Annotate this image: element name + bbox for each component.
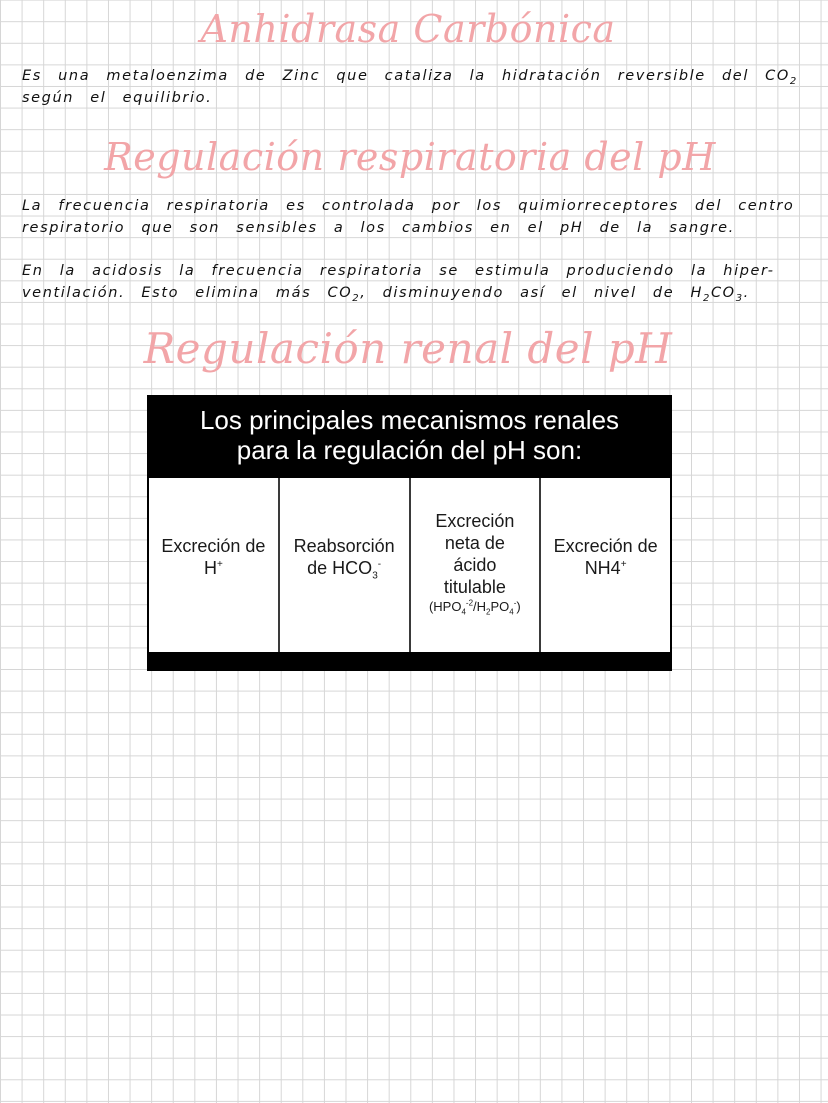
table-cell-reabsorcion-hco3: [280, 478, 409, 652]
text-span: .: [743, 284, 750, 301]
section-title-anhidrasa-carbonica: Anhidrasa Carbónica: [200, 7, 616, 51]
renal-mechanisms-table: [147, 395, 672, 671]
formula-base: H: [690, 284, 703, 301]
paragraph-acidosis: [22, 261, 822, 304]
cell-text: titulable: [443, 577, 506, 597]
formula-base: de HCO: [307, 558, 373, 578]
formula-co2: [327, 284, 361, 304]
text-line: En la acidosis la frecuencia respiratoria se estimula produciendo la hiper-: [22, 263, 775, 279]
cell-note-phosphate: [429, 598, 521, 616]
formula-subscript: 2: [789, 75, 798, 87]
text-line: respiratorio que son sensibles a los cambios en el pH de la sangre.: [22, 219, 735, 236]
formula-base: CO: [327, 284, 353, 301]
formula-superscript: -: [513, 598, 517, 608]
formula-subscript: 3: [735, 292, 744, 304]
cell-text: [204, 557, 223, 579]
paragraph-frecuencia-respiratoria: [22, 196, 822, 239]
cell-text: Reabsorción: [293, 536, 395, 556]
cell-text: ácido: [453, 555, 497, 575]
table-cell-acido-titulable: [411, 478, 540, 652]
text-line: [22, 66, 822, 88]
formula-co2: [765, 68, 798, 87]
text-span: , disminuyendo así el nivel de: [360, 284, 691, 301]
formula-superscript: -2: [465, 598, 474, 608]
cell-text: Excreción de: [161, 536, 266, 556]
formula-base: /H: [473, 599, 487, 614]
table-header: [147, 395, 672, 478]
formula-subscript: 2: [352, 292, 361, 304]
formula-base: NH4: [584, 558, 621, 578]
formula-base: CO: [710, 284, 736, 301]
table-header-line: Los principales mecanismos renales: [199, 405, 620, 435]
text-line: según el equilibrio.: [22, 89, 213, 106]
formula-subscript: 2: [486, 607, 491, 617]
table-header-line: para la regulación del pH son:: [236, 435, 583, 465]
formula-superscript: +: [620, 559, 627, 570]
cell-text: Excreción: [435, 511, 515, 531]
formula-base: CO: [765, 68, 790, 84]
table-cells-row: [149, 478, 670, 652]
table-cell-excrecion-nh4: [541, 478, 670, 652]
formula-subscript: 4: [461, 607, 466, 617]
formula-base: ): [516, 599, 521, 614]
table-cell-excrecion-h: [149, 478, 278, 652]
table-footer-bar: [147, 652, 672, 671]
text-span: Es una metaloenzima de Zinc que cataliza la hidratación reversible del: [22, 68, 766, 84]
formula-base: H: [203, 558, 217, 578]
section-title-regulacion-respiratoria: Regulación respiratoria del pH: [104, 135, 716, 179]
formula-superscript: -: [377, 559, 382, 570]
formula-superscript: +: [216, 559, 223, 570]
text-span: ventilación. Esto elimina más: [22, 284, 328, 301]
cell-text: [307, 557, 382, 582]
section-title-regulacion-renal: Regulación renal del pH: [143, 324, 673, 373]
formula-subscript: 3: [372, 570, 378, 582]
cell-text: [585, 557, 627, 579]
formula-subscript: 4: [509, 607, 514, 617]
formula-h2co3: [690, 284, 744, 304]
cell-text: Excreción de: [553, 536, 658, 556]
formula-base: PO: [490, 599, 510, 614]
text-line: La frecuencia respiratoria es controlada por los quimiorreceptores del centro: [22, 198, 795, 214]
text-line: [22, 283, 822, 305]
formula-subscript: 2: [702, 292, 711, 304]
formula-base: (HPO: [428, 599, 462, 614]
paragraph-anhidrasa-definition: [22, 66, 822, 109]
cell-text: neta de: [444, 533, 505, 553]
